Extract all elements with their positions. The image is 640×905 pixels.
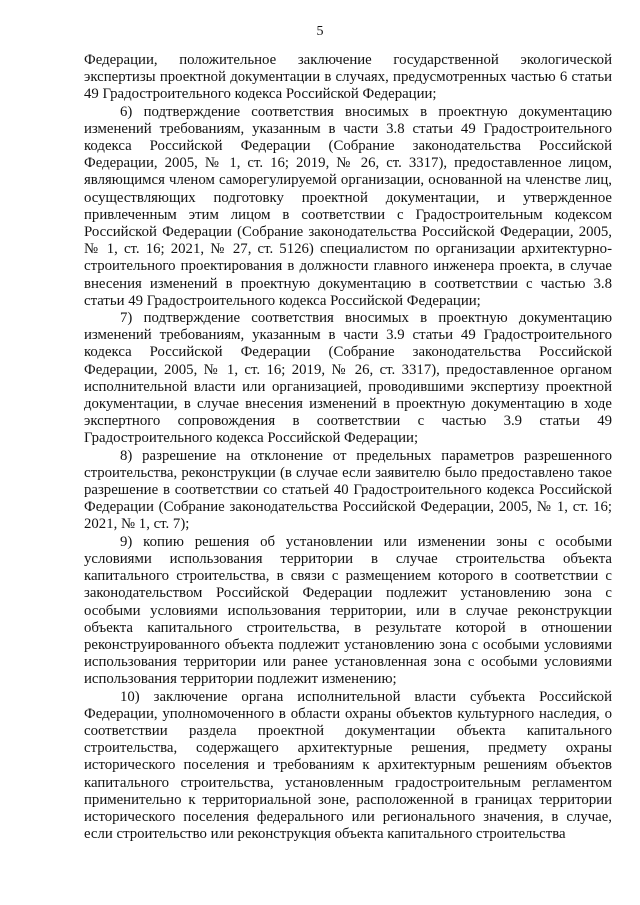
paragraph-item-7: 7) подтверждение соответствия вносимых в проектную документацию изменений требованиям, указанным в части 3.9 статьи 49 Градостроительного кодекса Российской Федерации (Собрание законодательства Российской Федерации, 2005, № 1, ст. 16; 2019, № 26, ст. 3317), предоставленное органом исполнительной власти или организацией, проводившими экспертизу проектной документации, в случае внесения изменений в проектную документацию в ходе экспертного сопровождения в соответствии с частью 3.9 статьи 49 Градостроительного кодекса Российской Федерации; (84, 310, 612, 447)
paragraph-item-9: 9) копию решения об установлении или изменении зоны с особыми условиями использования территории в случае строительства объекта капитального строительства, в связи с размещением которого в соответствии с законодательством Российской Федерации подлежит установлению зона с особыми условиями использования территории, или в случае реконструкции объекта капитального строительства, в результате которой в отношении реконструированного объекта подлежит установлению зона с особыми условиями использования территории или ранее установленная зона с особыми условиями использования территории подлежит изменению; (84, 533, 612, 688)
document-body (84, 52, 612, 843)
paragraph-item-8: 8) разрешение на отклонение от предельных параметров разрешенного строительства, реконструкции (в случае если заявителю было предоставлено такое разрешение в соответствии со статьей 40 Градостроительного кодекса Российской Федерации (Собрание законодательства Российской Федерации, 2005, № 1, ст. 16; 2021, № 1, ст. 7); (84, 447, 612, 533)
paragraph-continuation: Федерации, положительное заключение государственной экологической экспертизы проектной документации в случаях, предусмотренных частью 6 статьи 49 Градостроительного кодекса Российской Федерации; (84, 52, 612, 103)
paragraph-item-10: 10) заключение органа исполнительной власти субъекта Российской Федерации, уполномоченного в области охраны объектов культурного наследия, о соответствии раздела проектной документации объекта капитального строительства, содержащего архитектурные решения, предмету охраны исторического поселения и требованиям к архитектурным решениям объектов капитального строительства, установленным градостроительным регламентом применительно к территориальной зоне, расположенной в границах территории исторического поселения федерального или регионального значения, в случае, если строительство или реконструкция объекта капитального строительства (84, 688, 612, 843)
page-number: 5 (316, 24, 324, 39)
paragraph-item-6: 6) подтверждение соответствия вносимых в проектную документацию изменений требованиям, указанным в части 3.8 статьи 49 Градостроительного кодекса Российской Федерации (Собрание законодательства Российской Федерации, 2005, № 1, ст. 16; 2019, № 26, ст. 3317), предоставленное лицом, являющимся членом саморегулируемой организации, основанной на членстве лиц, осуществляющих подготовку проектной документации, и утвержденное привлеченным этим лицом в соответствии с Градостроительным кодексом Российской Федерации (Собрание законодательства Российской Федерации, 2005, № 1, ст. 16; 2021, № 27, ст. 5126) специалистом по организации архитектурно-строительного проектирования в должности главного инженера проекта, в случае внесения изменений в проектную документацию в соответствии с частью 3.8 статьи 49 Градостроительного кодекса Российской Федерации; (84, 103, 612, 309)
